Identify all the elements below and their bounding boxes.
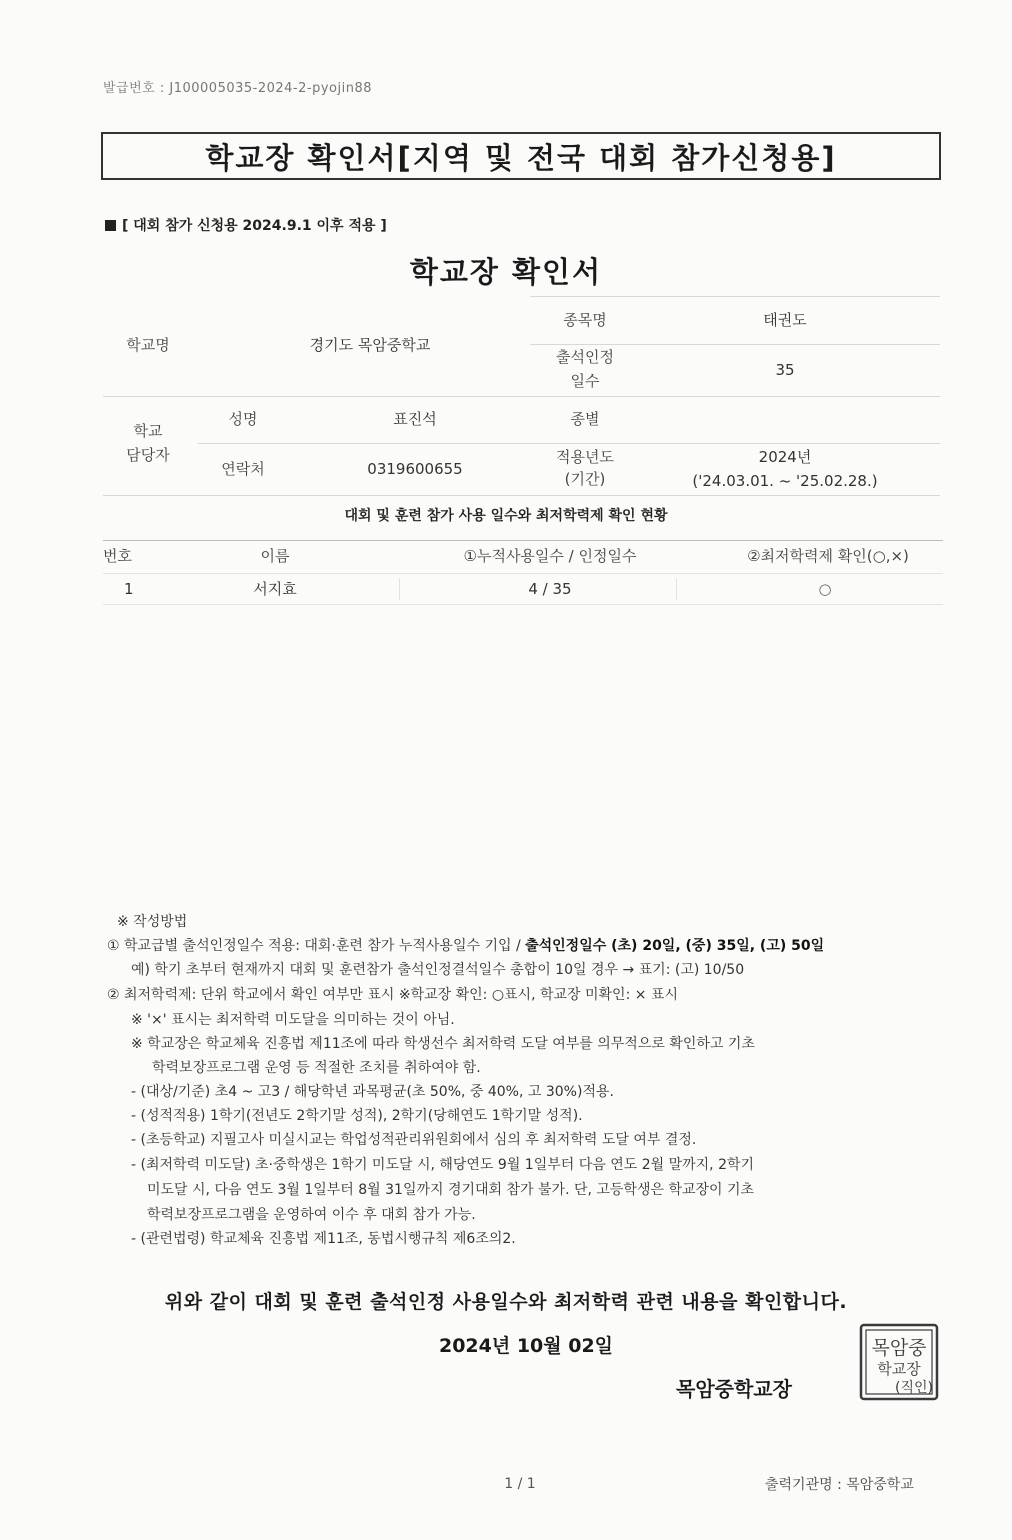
attendance-label-line2: 일수: [570, 372, 600, 390]
square-bullet-icon: [105, 220, 116, 231]
page-number: 1 / 1: [504, 1476, 536, 1492]
note-2-b-line2: 학력보장프로그램 운영 등 적절한 조치를 취하여야 함.: [152, 1060, 481, 1076]
school-name-label: 학교명: [126, 336, 170, 354]
detail-elementary: - (초등학교) 지필고사 미실시교는 학업성적관리위원회에서 심의 후 최저학력 도달 여부 결정.: [131, 1132, 697, 1148]
attendance-days-value: 35: [775, 361, 795, 379]
event-label: 종목명: [563, 311, 607, 329]
teacher-name-label: 성명: [228, 410, 258, 428]
svg-text:학교장: 학교장: [877, 1360, 921, 1378]
row-check: ○: [818, 580, 832, 598]
row-days: 4 / 35: [528, 580, 572, 598]
contact-value: 0319600655: [367, 460, 463, 478]
row-name: 서지효: [253, 580, 297, 598]
status-table-heading: 대회 및 훈련 참가 사용 일수와 최저학력제 확인 현황: [344, 508, 668, 524]
year-value: 2024년: [758, 448, 812, 466]
detail-related-law: - (관련법령) 학교체육 진흥법 제11조, 동법시행규칙 제6조의2.: [131, 1231, 516, 1247]
document-title-box: [101, 132, 941, 180]
event-value: 태권도: [763, 311, 807, 329]
note-2: ② 최저학력제: 단위 학교에서 확인 여부만 표시 ※학교장 확인: ○표시, 학교장 미확인: × 표시: [107, 987, 678, 1003]
issue-date: 2024년 10월 02일: [438, 1335, 614, 1357]
notes-header: ※ 작성방법: [117, 914, 188, 930]
principal-signature: 목암중학교장: [676, 1377, 792, 1401]
note-2-a: ※ '×' 표시는 최저학력 미도달을 의미하는 것이 아님.: [131, 1012, 455, 1028]
applicability-note: [105, 215, 387, 235]
attendance-label-line1: 출석인정: [556, 348, 614, 366]
note-1: [107, 936, 824, 956]
teacher-name-value: 표진석: [393, 410, 437, 428]
note-1-example: 예) 학기 초부터 현재까지 대회 및 훈련참가 출석인정결석일수 총합이 10일 경우 → 표기: (고) 10/50: [131, 962, 745, 978]
teacher-label-line2: 담당자: [126, 446, 170, 464]
detail-not-reached-line2: 미도달 시, 다음 연도 3월 1일부터 8월 31일까지 경기대회 참가 불가. 단, 고등학생은 학교장이 기초: [147, 1182, 755, 1198]
official-seal-stamp: [858, 1322, 940, 1402]
svg-text:목암중: 목암중: [871, 1337, 927, 1359]
school-name-value: 경기도 목암중학교: [309, 336, 431, 354]
contact-label: 연락처: [221, 460, 265, 478]
column-header-check: ②최저학력제 확인(○,×): [747, 547, 909, 565]
teacher-label-line1: 학교: [133, 422, 163, 440]
column-header-days: ①누적사용일수 / 인정일수: [463, 547, 637, 565]
issue-number: 발급번호 : J100005035-2024-2-pyojin88: [103, 81, 372, 96]
svg-text:(직인): (직인): [895, 1380, 933, 1396]
detail-target: - (대상/기준) 초4 ~ 고3 / 해당학년 과목평균(초 50%, 중 40%, 고 30%)적용.: [131, 1084, 614, 1100]
declaration-text: 위와 같이 대회 및 훈련 출석인정 사용일수와 최저학력 관련 내용을 확인합니다.: [164, 1291, 848, 1313]
detail-not-reached-line1: - (최저학력 미도달) 초·중학생은 1학기 미도달 시, 해당연도 9월 1일부터 다음 연도 2월 말까지, 2학기: [131, 1157, 755, 1173]
period-value: ('24.03.01. ~ '25.02.28.): [692, 472, 878, 490]
note-1-bold: 출석인정일수 (초) 20일, (중) 35일, (고) 50일: [525, 938, 825, 954]
detail-grade-application: - (성적적용) 1학기(전년도 2학기말 성적), 2학기(당해연도 1학기말 성적).: [131, 1108, 583, 1124]
category-label: 종별: [570, 410, 600, 428]
document-subtitle: 학교장 확인서: [409, 255, 603, 289]
applicability-text: [ 대회 참가 신청용 2024.9.1 이후 적용 ]: [122, 218, 387, 234]
column-header-name: 이름: [260, 547, 290, 565]
year-label-line1: 적용년도: [556, 448, 614, 466]
year-label-line2: (기간): [564, 470, 606, 488]
note-1-text: ① 학교급별 출석인정일수 적용: 대회·훈련 참가 누적사용일수 기입 /: [107, 938, 526, 954]
column-header-number: 번호: [103, 547, 132, 565]
document-title: 학교장 확인서[지역 및 전국 대회 참가신청용]: [205, 140, 837, 175]
note-2-b-line1: ※ 학교장은 학교체육 진흥법 제11조에 따라 학생선수 최저학력 도달 여부를 의무적으로 확인하고 기초: [131, 1036, 755, 1052]
row-number: 1: [124, 580, 134, 598]
printing-organization: 출력기관명 : 목암중학교: [765, 1477, 914, 1493]
detail-not-reached-line3: 학력보장프로그램을 운영하여 이수 후 대회 참가 가능.: [147, 1207, 476, 1223]
